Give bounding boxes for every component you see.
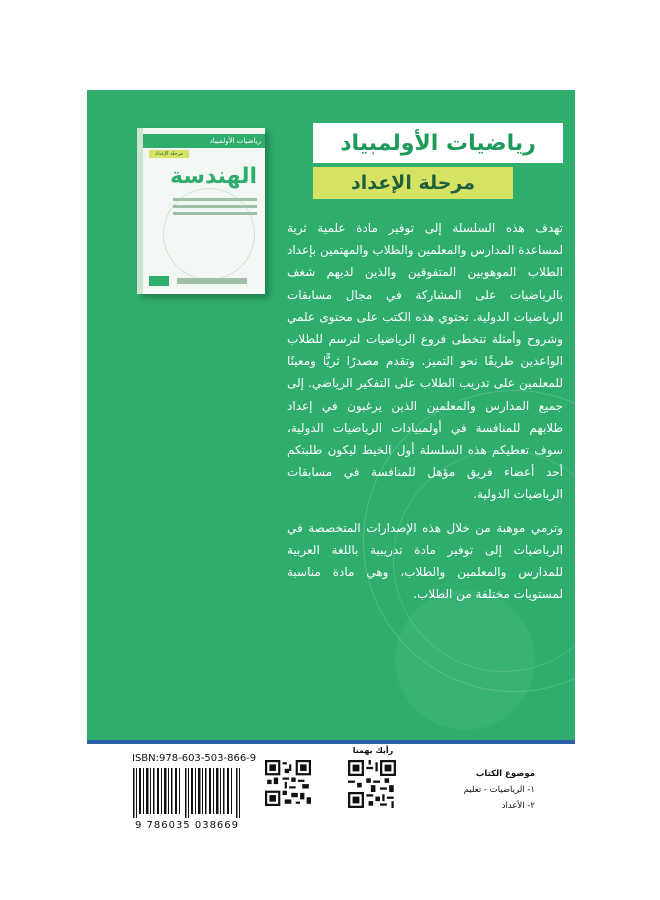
book-subtitle-lines: [173, 198, 257, 219]
series-title: رياضيات الأولمبياد: [313, 123, 563, 163]
publisher-logo-icon: [149, 276, 169, 286]
feedback-label: رأيك يهمنا: [352, 746, 394, 755]
stage-title: مرحلة الإعداد: [313, 167, 513, 199]
book-title: الهندسة: [170, 164, 257, 189]
book-subject: [427, 766, 535, 814]
qr-code-icon[interactable]: [348, 760, 396, 808]
barcode-number: 9 786035 038669: [134, 820, 240, 831]
book-footer-bar: [177, 278, 247, 284]
book-cover-thumbnail: [137, 128, 265, 294]
barcode: [131, 768, 243, 818]
subject-item: ٢- الأعداد: [501, 801, 535, 811]
description-paragraph: وترمي موهبة من خلال هذه الإصدارات المتخصصة في الرياضيات إلى توفير مادة تدريبية باللغة العربية للمدارس والمعلمين والطلاب، وهي مادة مناسبة لمستويات مختلفة من الطلاب.: [287, 520, 563, 602]
divider-line: [87, 740, 575, 744]
qr-code-icon: [265, 760, 311, 806]
book-series-label: رياضيات الأولمبياد: [143, 134, 265, 148]
description-paragraph: تهدف هذه السلسلة إلى توفير مادة علمية ثرية لمساعدة المدارس والمعلمين والطلاب والمهتمين بإعداد الطلاب الموهوبين المتفوقين والذين لديهم شغف بالرياضيات على المشاركة في مجال مسابقات الرياضيات الدولية. تحتوي هذه الكتب على محتوى علمي وشروح وأمثلة تتخطى فروع الرياضيات لترسم للطلاب الواعدين طريقًا نحو التميز. وتقدم مصدرًا ثريًّا ومعينًا للمعلمين على تدريب الطلاب على التفكير الرياضي. إلى جميع المدارس والمعلمين الذين يرغبون في إعداد طلابهم للمنافسة في أولمبيادات الرياضيات الدولية، سوف تعطيكم هذه السلسلة أول الخيط ليكون طلبتكم أحد أعضاء فريق مؤهل للمنافسة في مسابقات الرياضيات الدولية.: [287, 221, 563, 502]
back-cover: [87, 90, 575, 900]
isbn-label: ISBN:978-603-503-866-9: [132, 753, 257, 764]
subject-item: ١- الرياضيات - تعليم: [463, 785, 535, 795]
description-text: [287, 217, 563, 616]
cover-green-panel: [87, 90, 575, 740]
subject-heading: موضوع الكتاب: [475, 769, 535, 779]
book-stage-label: مرحلة الإعداد: [149, 150, 189, 158]
